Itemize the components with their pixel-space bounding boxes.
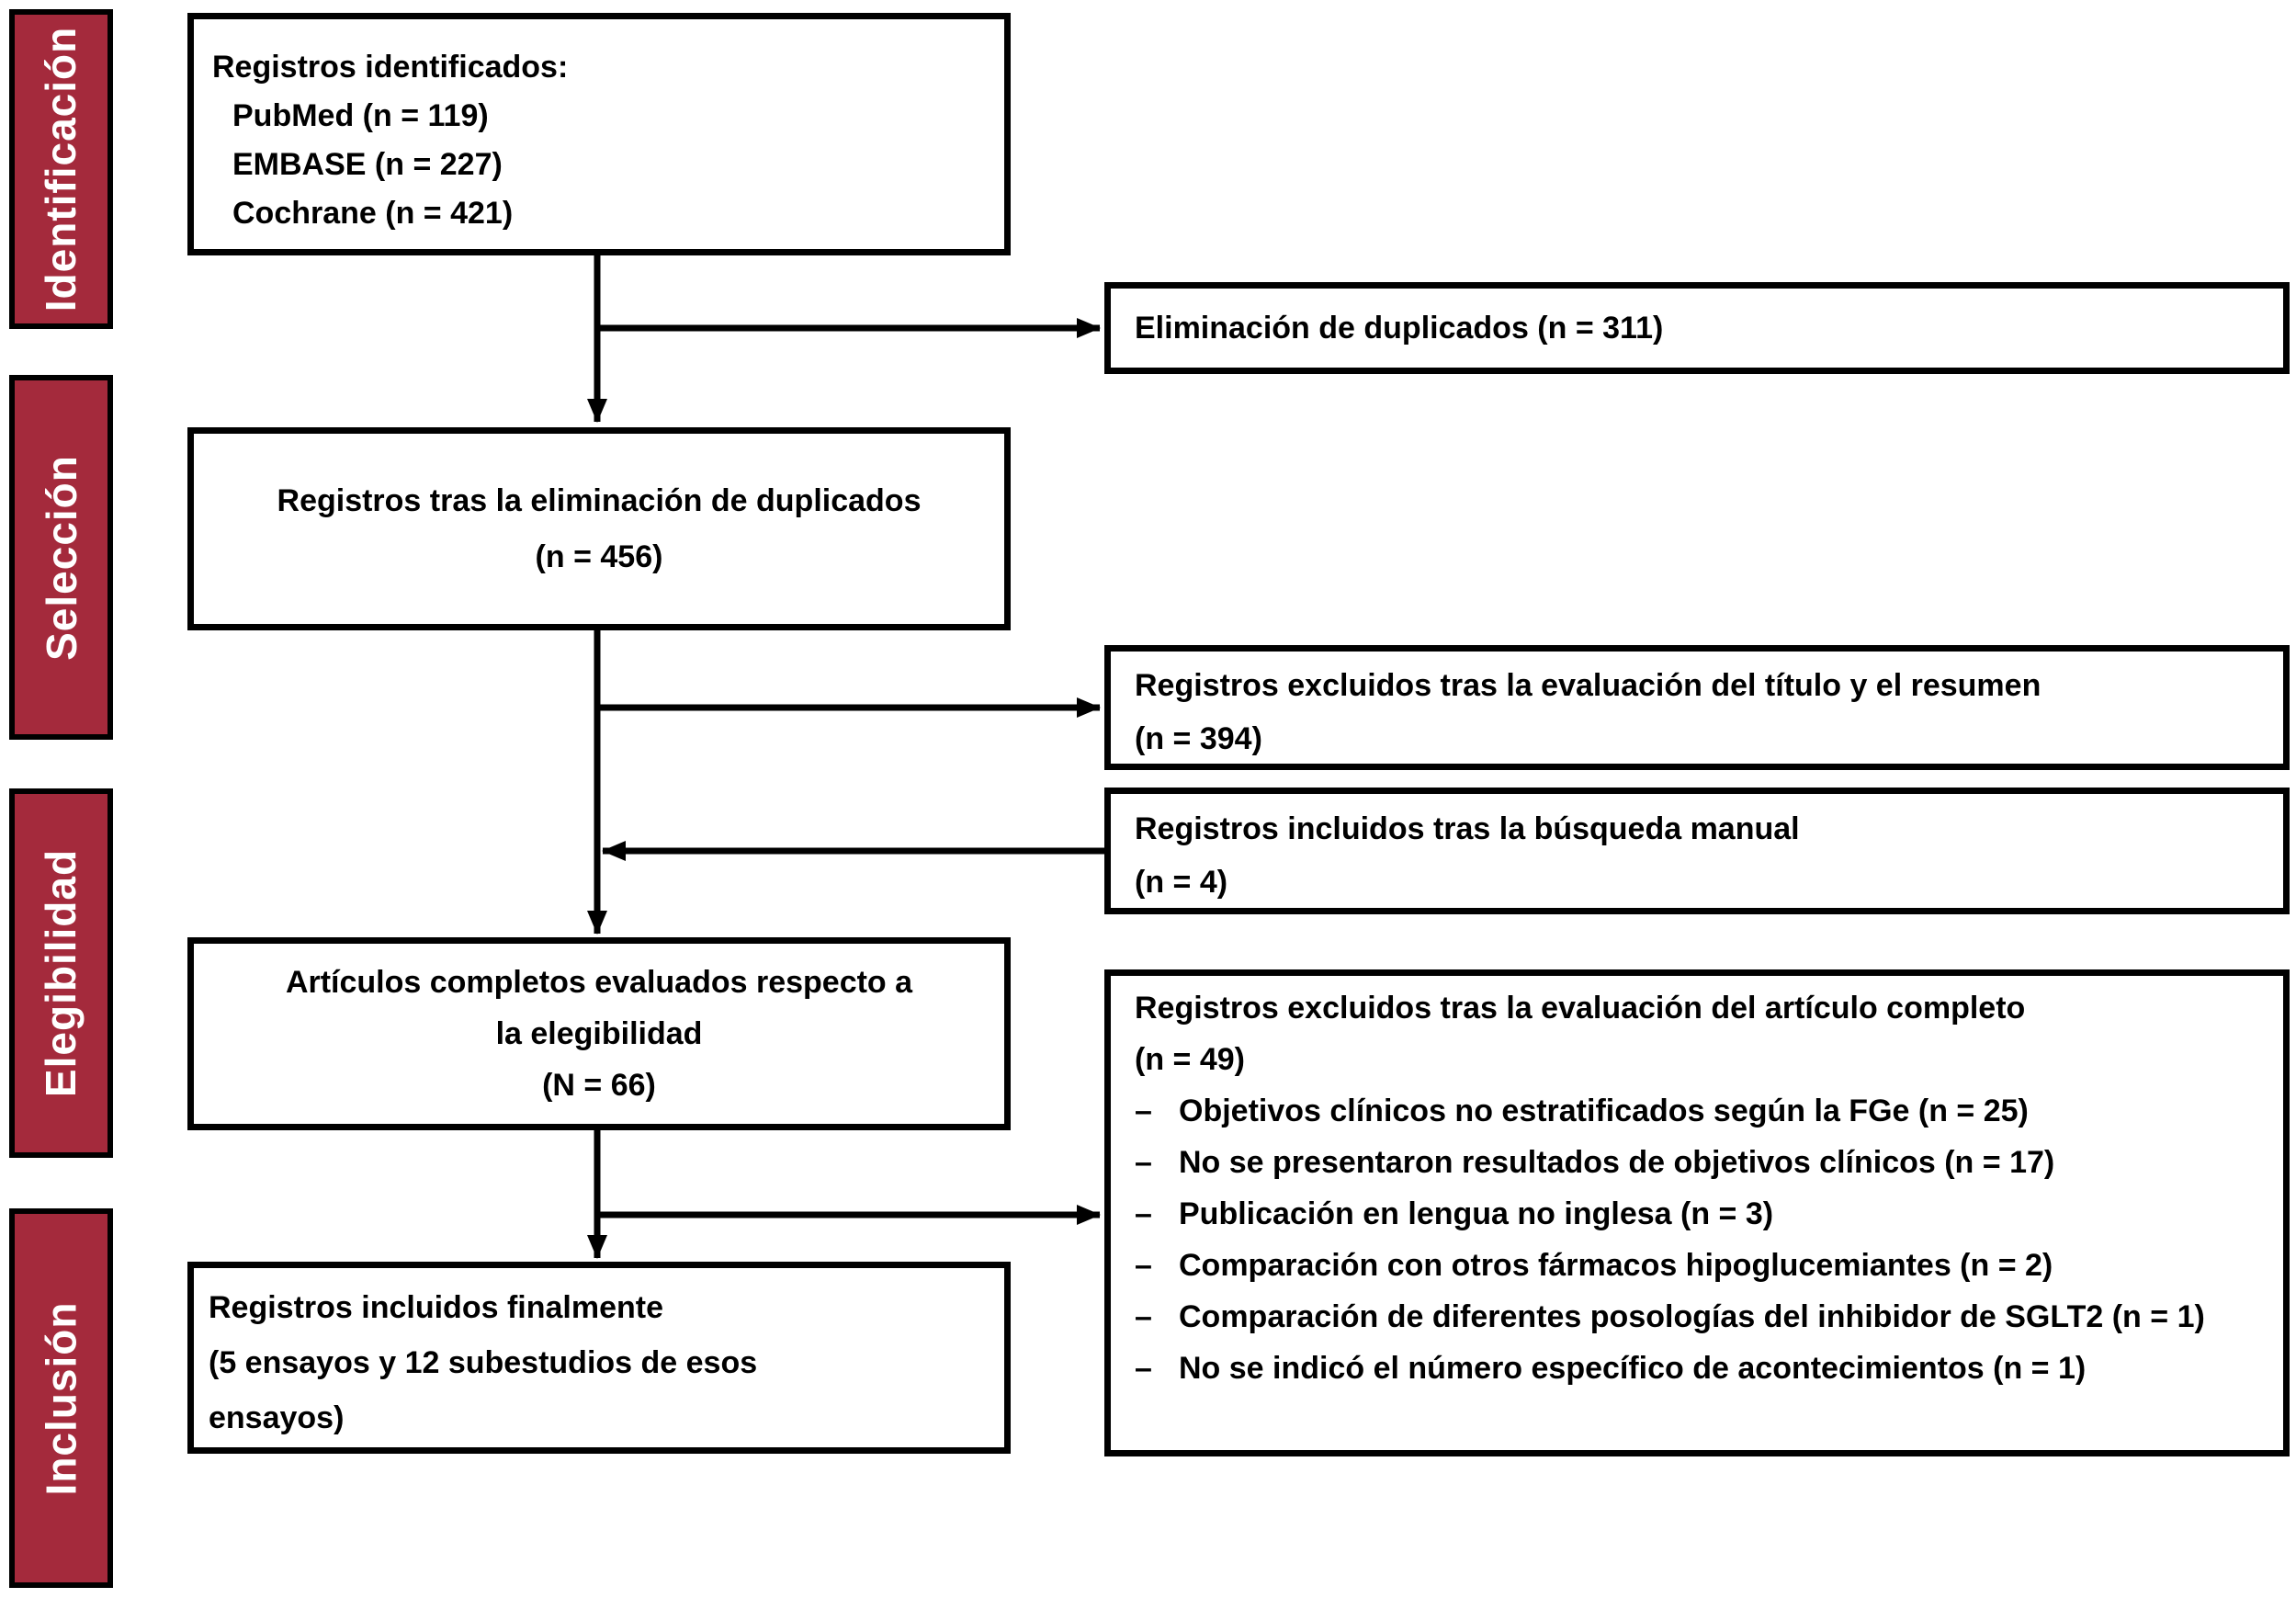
source-cochrane: Cochrane (n = 421) xyxy=(232,196,514,231)
excluded-fulltext-count: (n = 49) xyxy=(1135,1042,1245,1077)
after-duplicates-count: (n = 456) xyxy=(535,538,663,574)
exclusion-reason: – No se presentaron resultados de objetivos clínicos (n = 17) xyxy=(1135,1137,2270,1188)
box-excluded-title-abstract xyxy=(1104,645,2290,770)
stage-band-identificacion xyxy=(9,9,113,329)
exclusion-reason: – Comparación con otros fármacos hipoglucemiantes (n = 2) xyxy=(1135,1240,2270,1291)
manual-search-count: (n = 4) xyxy=(1135,865,1228,900)
exclusion-reason: – Objetivos clínicos no estratificados según la FGe (n = 25) xyxy=(1135,1085,2270,1137)
excluded-title-line1: Registros excluidos tras la evaluación del título y el resumen xyxy=(1135,668,2042,703)
exclusion-reason: – Publicación en lengua no inglesa (n = 3) xyxy=(1135,1188,2270,1240)
dash-bullet: – xyxy=(1135,1196,1152,1231)
stage-band-inclusion xyxy=(9,1208,113,1588)
fulltext-line1: Artículos completos evaluados respecto a xyxy=(285,965,913,1000)
stage-band-seleccion xyxy=(9,375,113,740)
source-pubmed: PubMed (n = 119) xyxy=(232,98,489,133)
excluded-title-count: (n = 394) xyxy=(1135,721,1262,756)
exclusion-reason: – No se indicó el número específico de acontecimientos (n = 1) xyxy=(1135,1343,2270,1394)
exclusion-reason: – Comparación de diferentes posologías del inhibidor de SGLT2 (n = 1) xyxy=(1135,1291,2270,1343)
box-records-identified xyxy=(187,13,1011,255)
stage-label-seleccion: Selección xyxy=(37,454,85,661)
box-final-included xyxy=(187,1262,1011,1454)
dash-bullet: – xyxy=(1135,1351,1152,1386)
box-fulltext-assessed xyxy=(187,937,1011,1130)
stage-label-elegibilidad: Elegibilidad xyxy=(37,848,85,1098)
box-records-after-duplicates xyxy=(187,427,1011,630)
source-embase: EMBASE (n = 227) xyxy=(232,147,503,182)
duplicates-removed-text: Eliminación de duplicados (n = 311) xyxy=(1135,310,1664,346)
excluded-fulltext-header: Registros excluidos tras la evaluación del artículo completo xyxy=(1135,991,2026,1026)
records-identified-title: Registros identificados: xyxy=(212,50,569,85)
stage-label-inclusion: Inclusión xyxy=(37,1301,85,1495)
box-included-manual-search xyxy=(1104,788,2290,914)
stage-band-elegibilidad xyxy=(9,788,113,1158)
stage-label-identificacion: Identificación xyxy=(37,26,85,312)
final-included-line3: ensayos) xyxy=(209,1400,345,1435)
dash-bullet: – xyxy=(1135,1094,1152,1128)
final-included-line1: Registros incluidos finalmente xyxy=(209,1290,663,1325)
final-included-line2: (5 ensayos y 12 subestudios de esos xyxy=(209,1345,758,1380)
box-excluded-fulltext xyxy=(1104,969,2290,1456)
dash-bullet: – xyxy=(1135,1145,1152,1180)
after-duplicates-line1: Registros tras la eliminación de duplicados xyxy=(277,482,922,518)
dash-bullet: – xyxy=(1135,1299,1152,1334)
dash-bullet: – xyxy=(1135,1248,1152,1283)
fulltext-line2: la elegibilidad xyxy=(495,1016,703,1051)
manual-search-line1: Registros incluidos tras la búsqueda manual xyxy=(1135,811,1800,846)
box-duplicates-removed xyxy=(1104,282,2290,374)
fulltext-count: (N = 66) xyxy=(542,1068,656,1103)
